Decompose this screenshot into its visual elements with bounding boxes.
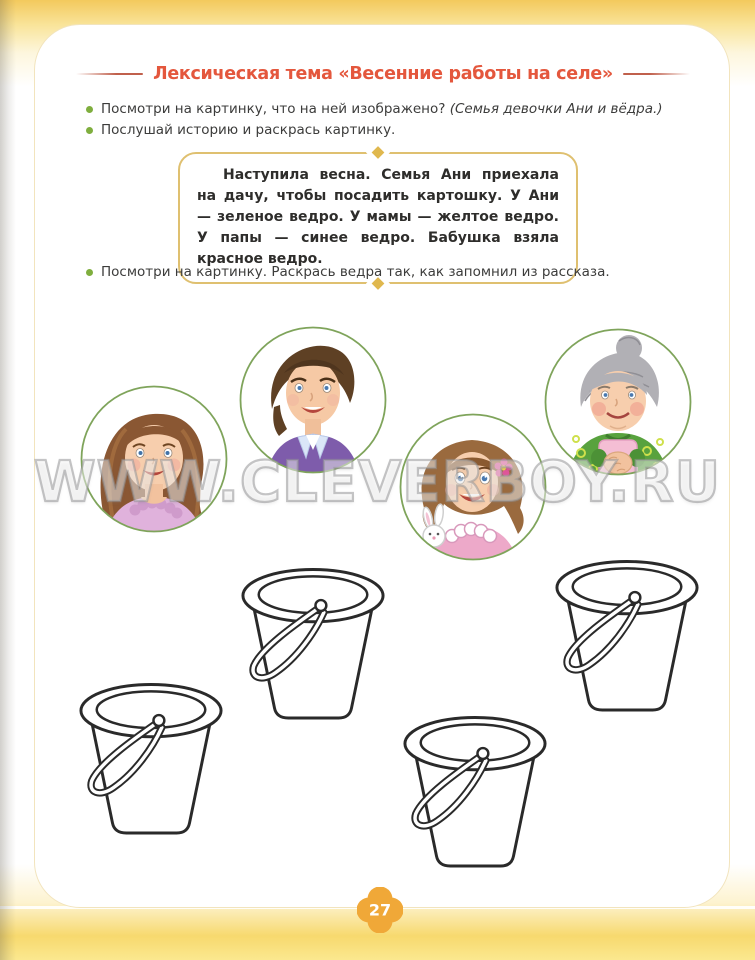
- instruction-item: [86, 99, 706, 120]
- page-number: 27: [368, 900, 392, 920]
- dad-portrait: [238, 325, 388, 475]
- bucket-outline-4: [400, 710, 550, 872]
- instruction-item: [86, 262, 706, 283]
- title-row: [76, 64, 690, 84]
- bullet-dot-icon: [86, 127, 93, 134]
- bullet-dot-icon: [86, 106, 93, 113]
- title-rule-left: [76, 73, 143, 75]
- instruction-note: (Семья девочки Ани и вёдра.): [449, 101, 663, 117]
- bucket-outline-2: [552, 554, 702, 716]
- page-number-badge: [357, 887, 403, 933]
- instruction-text: Посмотри на картинку, что на ней изображено? (Семья девочки Ани и вёдра.): [101, 101, 663, 117]
- mom-portrait: [79, 384, 229, 534]
- instruction-text: Послушай историю и раскрась картинку.: [101, 122, 396, 138]
- title-rule-right: [623, 73, 690, 75]
- watermark: WWW.CLEVERBOY.RU: [33, 450, 722, 515]
- instructions-bottom: [86, 262, 706, 283]
- story-text: Наступила весна. Семья Ани приехала на дачу, чтобы посадить картошку. У Ани — зеленое ведро. У мамы — желтое ведро. У папы — синее ведро. Бабушка взяла красное ведро.: [197, 167, 559, 267]
- bucket-outline-1: [238, 562, 388, 724]
- anya-portrait: [398, 412, 548, 562]
- instruction-item: [86, 120, 706, 141]
- bullet-dot-icon: [86, 269, 93, 276]
- bucket-outline-3: [76, 677, 226, 839]
- instructions-top: [86, 99, 706, 141]
- book-spine-shadow: [0, 0, 16, 960]
- instruction-text: Посмотри на картинку. Раскрась ведра так, как запомнил из рассказа.: [101, 264, 610, 280]
- page-title: Лексическая тема «Весенние работы на селе»: [153, 64, 613, 84]
- grandma-portrait: [543, 327, 693, 477]
